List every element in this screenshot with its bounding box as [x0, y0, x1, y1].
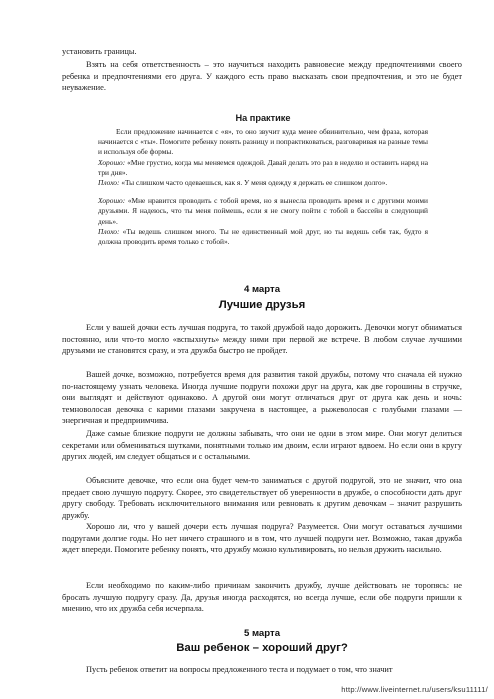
practice-box	[98, 112, 428, 247]
practice-title: На практике	[235, 113, 291, 123]
practice-line	[98, 227, 428, 247]
speech-text: «Мне грустно, когда мы меняемся одеждой. Давай делать это раз в неделю и оставить наряд на три дня».	[98, 157, 428, 177]
practice-line	[98, 196, 428, 227]
speaker-label: Плохо:	[98, 178, 120, 188]
paragraph: Объясните девочке, что если она будет чем-то заниматься с другой подругой, это не значит, что она предает свою лучшую подругу. Скорее, это свидетельствует об уверенности в дружбе, о способности дать друг другу свободу. Требовать исключительного внимания или ревновать к другим девочкам – значит разрушить дружбу.	[62, 476, 462, 520]
paragraph: Хорошо ли, что у вашей дочери есть лучшая подруга? Разумеется. Они могут оставаться лучшими подругами долгие годы. Но нет ничего страшного и в том, что лучшей подруги нет. Возможно, такая дружба ждет впереди. Помогите ребенку понять, что дружбу можно культивировать, но нельзя дружить насильно.	[62, 522, 462, 555]
paragraph: Пусть ребенок ответит на вопросы предложенного теста и подумает о том, что значит	[86, 665, 393, 674]
paragraph: Взять на себя ответственность – это научиться находить равновесие между предпочтениями своего ребенка и предпочтениями его друга. У каждого есть право высказать свои предпочтения, и это не будет неуважение.	[62, 60, 462, 93]
source-url: http://www.liveinternet.ru/users/ksu11111/	[341, 685, 488, 694]
speaker-label: Хорошо:	[98, 157, 126, 167]
practice-line	[98, 178, 428, 188]
section-title: Лучшие друзья	[218, 299, 306, 311]
paragraph: Если необходимо по каким-либо причинам закончить дружбу, лучше действовать не торопясь: не бросать лучшую подругу сразу. Да, друзья иногда расходятся, но всегда лучше, если обе подруги пришли к мнению, что их дружба себя исчерпала.	[62, 581, 462, 614]
speech-text: «Мне нравится проводить с тобой время, но я вынесла проводить время и с другими моими друзьями. Я надеюсь, что ты меня поймешь, если я не смогу пойти с тобой в бассейн в следующий день».	[98, 196, 428, 226]
paragraph: Даже самые близкие подруги не должны забывать, что они не одни в этом мире. Они могут делиться секретами или обмениваться шутками, понятными только им двоим, если играют вдвоем. Но если они в кругу других людей, им следует общаться и с остальными.	[62, 429, 462, 462]
paragraph: Вашей дочке, возможно, потребуется время для развития такой дружбы, потому что сначала ей нужно по-настоящему узнать человека. Иногда лучшие подруги похожи друг на друга, как две горошины в стручке, они выглядят и действуют одинаково. А другой они могут отличаться друг от друга как день и ночь: темноволосая девочка с карими глазами закручена в настоящее, а рыжеволосая с голубыми глазами — энергичная и предприимчива.	[62, 370, 462, 426]
speech-text: «Ты слишком часто одеваешься, как я. У меня одежду я держать ее слишком долго».	[121, 178, 388, 188]
practice-intro: Если предложение начинается с «я», то оно звучит куда менее обвинительно, чем фраза, которая начинается с «ты». Помогите ребенку понять разницу и попрактиковаться, разговаривая на разные темы и используя обе формы.	[98, 127, 428, 157]
practice-line	[98, 158, 428, 178]
speech-text: «Ты ведешь слишком много. Ты не единственный мой друг, но ты ведешь себя так, будто я должна проводить время только с тобой».	[98, 226, 428, 247]
section-date: 5 марта	[243, 628, 281, 639]
speaker-label: Хорошо:	[98, 196, 126, 206]
section-date: 4 марта	[243, 284, 281, 295]
section-title: Ваш ребенок – хороший друг?	[176, 642, 348, 654]
text-line: установить границы.	[62, 47, 137, 56]
paragraph: Если у вашей дочки есть лучшая подруга, то такой дружбой надо дорожить. Девочки могут обниматься постоянно, или что-то могло «вспыхнуть» между ними при первой же встрече. В любом случае лучшими друзьями не становятся сразу, и эта дружба быстро не пройдет.	[62, 323, 462, 356]
speaker-label: Плохо:	[98, 226, 120, 236]
